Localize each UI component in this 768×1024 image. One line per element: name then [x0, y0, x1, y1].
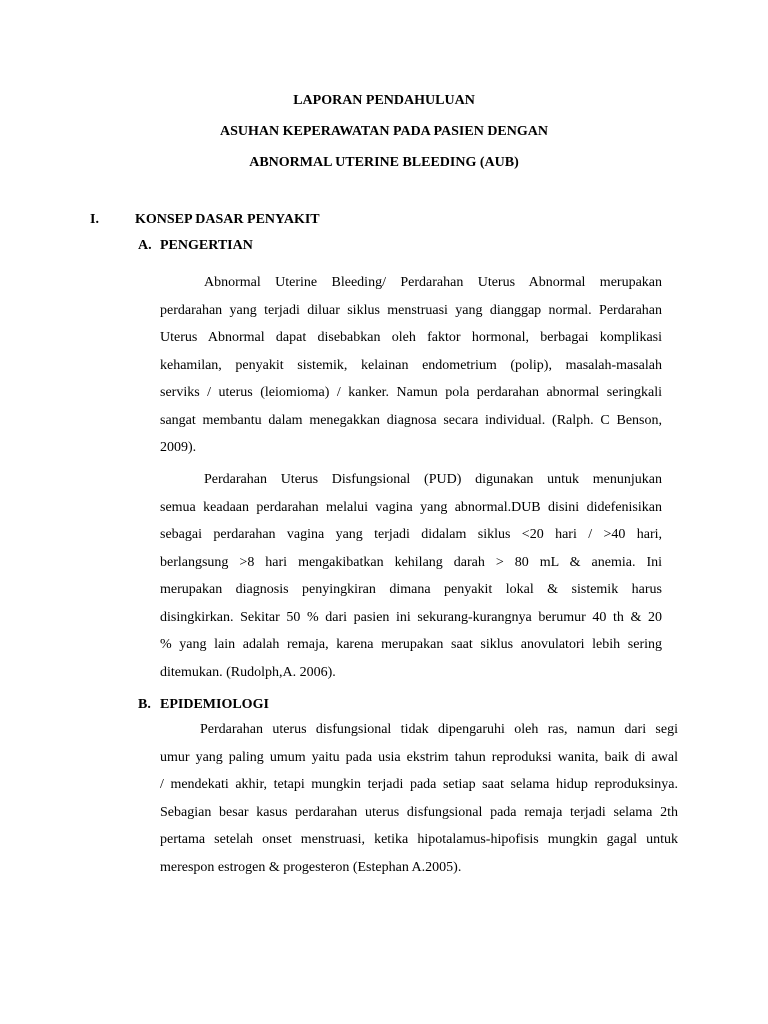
paragraph-line: sangat membantu dalam menegakkan diagnosa secara individual. (Ralph. C Benson,: [160, 412, 662, 428]
paragraph-line: merupakan diagnosis penyingkiran dimana penyakit lokal & sistemik harus: [160, 582, 662, 597]
paragraph-line: ditemukan. (Rudolph,A. 2006).: [160, 664, 336, 680]
paragraph-line: sebagai perdarahan vagina yang terjadi didalam siklus <20 hari / >40 hari,: [160, 527, 662, 542]
paragraph-line: Perdarahan uterus disfungsional tidak dipengaruhi oleh ras, namun dari segi: [200, 722, 678, 737]
paragraph-line: pertama setelah onset menstruasi, ketika hipotalamus-hipofisis mungkin gagal untuk: [160, 832, 678, 847]
document-title-line-3: ABNORMAL UTERINE BLEEDING (AUB): [249, 155, 519, 170]
paragraph-line: Sebagian besar kasus perdarahan uterus disfungsional pada remaja terjadi selama 2th: [160, 804, 678, 820]
subsection-b-title: EPIDEMIOLOGI: [160, 697, 269, 712]
paragraph-line: Uterus Abnormal dapat disebabkan oleh faktor hormonal, berbagai komplikasi: [160, 330, 662, 345]
section-1-number: I.: [90, 212, 99, 227]
paragraph-line: disingkirkan. Sekitar 50 % dari pasien ini sekurang-kurangnya berumur 40 th & 20: [160, 609, 662, 625]
pengertian-paragraph-1: [160, 269, 662, 462]
paragraph-line: merespon estrogen & progesteron (Estephan A.2005).: [160, 859, 462, 875]
pengertian-paragraph-2: [160, 466, 662, 686]
paragraph-line: serviks / uterus (leiomioma) / kanker. Namun pola perdarahan abnormal seringkali: [160, 385, 662, 400]
subsection-b-letter: B.: [138, 697, 151, 712]
paragraph-line: 2009).: [160, 440, 197, 455]
paragraph-line: % yang lain adalah remaja, karena merupakan saat siklus anovulatori lebih sering: [160, 637, 662, 652]
document-title-line-1: LAPORAN PENDAHULUAN: [293, 93, 475, 108]
paragraph-line: umur yang paling umum yaitu pada usia ekstrim tahun reproduksi wanita, baik di awal: [160, 749, 678, 765]
paragraph-line: kehamilan, penyakit sistemik, kelainan endometrium (polip), masalah-masalah: [160, 357, 662, 373]
document-title-line-2: ASUHAN KEPERAWATAN PADA PASIEN DENGAN: [220, 124, 548, 139]
epidemiologi-paragraph: [160, 716, 678, 881]
paragraph-line: semua keadaan perdarahan melalui vagina yang abnormal.DUB disini didefenisikan: [160, 499, 662, 515]
paragraph-line: / mendekati akhir, tetapi mungkin terjadi pada setiap saat selama hidup reproduksinya.: [160, 777, 678, 792]
paragraph-line: perdarahan yang terjadi diluar siklus menstruasi yang dianggap normal. Perdarahan: [160, 302, 662, 318]
section-1-title: KONSEP DASAR PENYAKIT: [135, 212, 320, 227]
subsection-a-letter: A.: [138, 238, 152, 253]
subsection-a-title: PENGERTIAN: [160, 238, 253, 253]
paragraph-line: berlangsung >8 hari mengakibatkan kehilang darah > 80 mL & anemia. Ini: [160, 554, 662, 570]
paragraph-line: Abnormal Uterine Bleeding/ Perdarahan Uterus Abnormal merupakan: [204, 275, 662, 290]
paragraph-line: Perdarahan Uterus Disfungsional (PUD) digunakan untuk menunjukan: [204, 472, 662, 487]
